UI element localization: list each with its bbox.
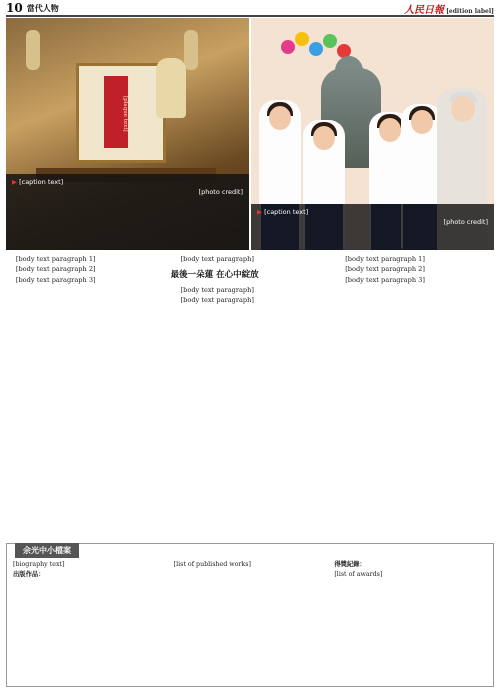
buddha-statue [156, 58, 186, 118]
balloon [309, 42, 323, 56]
paragraph: [body text paragraph 3] [345, 275, 425, 284]
poet-face [451, 96, 475, 122]
awards-label: 得獎紀錄： [334, 561, 366, 568]
article-subheading: 最後一朵蓮 在心中綻放 [170, 270, 259, 281]
edition-label: [edition label] [446, 8, 494, 15]
paragraph: [body text paragraph 1] [345, 255, 425, 263]
paragraph: [body text paragraph] [180, 255, 254, 263]
caption-text: [caption text] [19, 178, 64, 186]
profile-column-3 [334, 560, 487, 682]
balloon [295, 32, 309, 46]
student-face [313, 126, 335, 150]
photo-credit-right: [photo credit] [443, 218, 488, 226]
masthead-logo [404, 1, 494, 16]
caption-text: [caption text] [264, 208, 309, 216]
caption-arrow-icon: ▶ [12, 178, 17, 186]
article-column-3 [335, 254, 494, 538]
photo-caption-left [6, 174, 249, 250]
paragraph: [body text paragraph 3] [15, 275, 96, 284]
masthead-text: 人民日報 [404, 5, 445, 16]
paragraph: [body text paragraph 1] [15, 255, 96, 263]
paragraph: [body text paragraph 2] [345, 265, 425, 274]
article-column-2 [171, 254, 330, 538]
profile-works: [list of published works] [173, 561, 251, 568]
paragraph: [body text paragraph] [180, 295, 254, 304]
balloon [281, 40, 295, 54]
paragraph: [body text paragraph] [180, 285, 254, 294]
caption-arrow-icon: ▶ [257, 208, 262, 216]
article-body [6, 254, 494, 538]
page-number: 10 [6, 1, 23, 15]
profile-body [13, 560, 487, 682]
memorial-plaque: [plaque text] [104, 76, 128, 148]
student-face [269, 106, 291, 130]
shrine-photo [6, 18, 249, 250]
profile-column-2 [174, 560, 327, 682]
event-photo [251, 18, 494, 250]
balloon [323, 34, 337, 48]
lamp-left [26, 30, 40, 70]
lamp-right [184, 30, 198, 70]
works-label: 出版作品： [13, 570, 45, 578]
header-rule [6, 15, 494, 17]
student-face [411, 110, 433, 134]
profile-bio: [biography text] [13, 561, 65, 568]
profile-box [6, 543, 494, 687]
student-face [379, 118, 401, 142]
paragraph: [body text paragraph 2] [15, 265, 96, 274]
photo-caption-right [251, 204, 494, 250]
photo-credit-left: [photo credit] [198, 188, 243, 196]
profile-column-1 [13, 560, 166, 682]
section-title: 當代人物 [26, 4, 59, 13]
article-column-1 [6, 254, 165, 538]
profile-title: 余光中小檔案 [15, 543, 79, 558]
profile-awards: [list of awards] [334, 570, 383, 578]
